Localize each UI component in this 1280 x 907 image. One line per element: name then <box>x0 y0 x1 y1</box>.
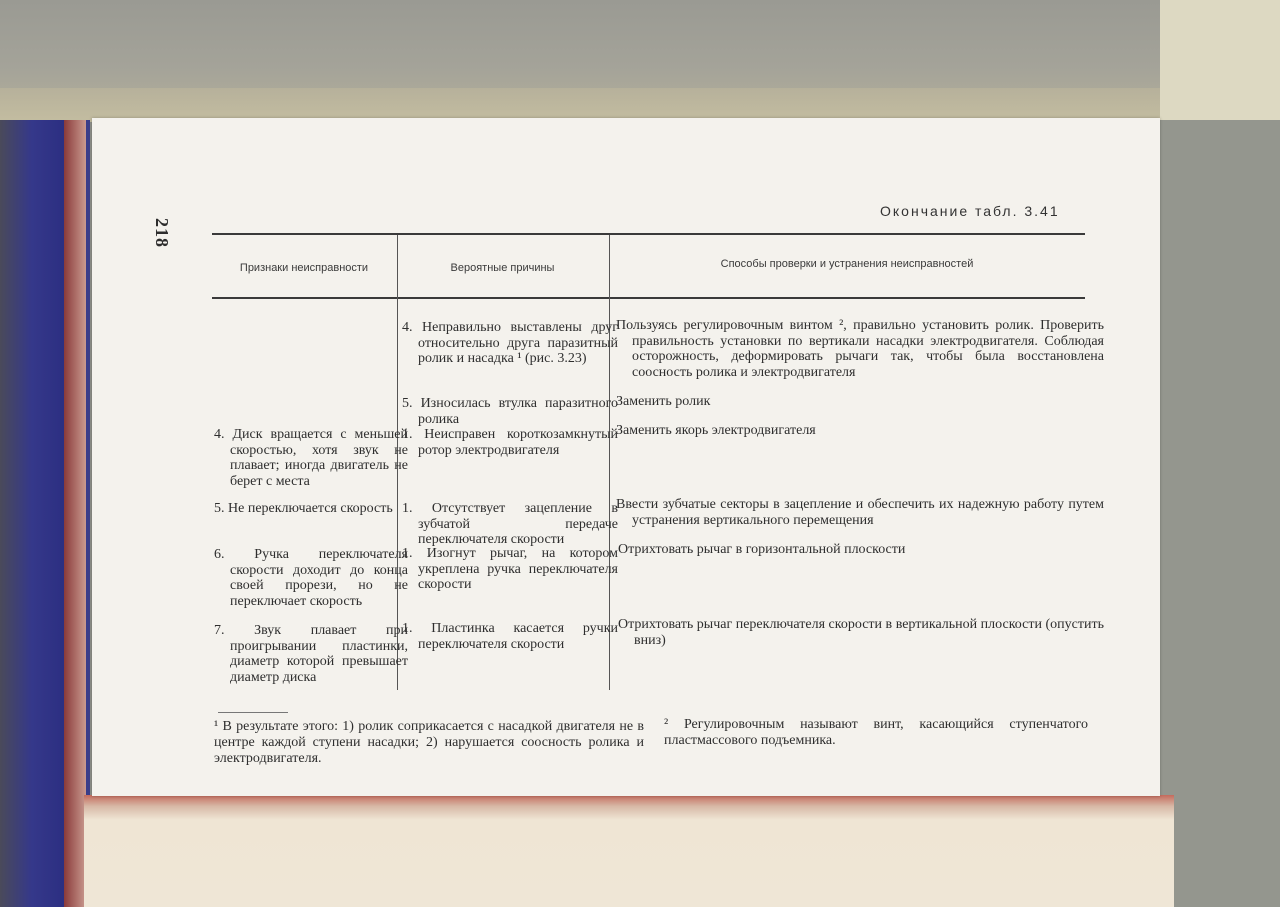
remedy-cell: Отрихтовать рычаг в горизонтальной плоскости <box>618 542 906 557</box>
tissue-paper <box>1160 0 1280 125</box>
facing-page-bottom <box>84 795 1174 907</box>
table-caption: Окончание табл. 3.41 <box>880 203 1060 219</box>
footnote-1: ¹ В результате этого: 1) ролик соприкасается с насадкой двигателя не в центре каждой ступени насадки; 2) нарушается соосность ролика и электродвигателя. <box>214 719 644 766</box>
symptom-cell: 6. Ручка переключателя скорости доходит до конца своей прорези, но не переключает скорость <box>214 547 408 609</box>
remedy-cell: Отрихтовать рычаг переключателя скорости в вертикальной плоскости (опустить вниз) <box>618 617 1104 648</box>
background-strip <box>0 88 1160 122</box>
footnote-rule <box>218 712 288 713</box>
remedy-cell: Пользуясь регулировочным винтом ², правильно установить ролик. Проверить правильность установки по вертикали насадки электродвигателя. Соблюдая осторожность, деформировать рычаги так, чтобы была восстановлена соосность ролика и электродвигателя <box>616 318 1104 380</box>
cause-cell: 5. Износилась втулка паразитного ролика <box>402 396 618 427</box>
symptom-cell: 7. Звук плавает при проигрывании пластинки, диаметр которой превышает диаметр диска <box>214 623 408 685</box>
remedy-cell: Заменить ролик <box>616 394 711 409</box>
background-right <box>1160 120 1280 907</box>
cause-cell: 1. Неисправен короткозамкнутый ротор электродвигателя <box>402 427 618 458</box>
cause-cell: 1. Пластинка касается ручки переключателя скорости <box>402 621 618 652</box>
header-symptoms: Признаки неисправности <box>239 262 369 274</box>
header-causes: Вероятные причины <box>450 262 555 274</box>
cause-cell: 1. Изогнут рычаг, на котором укреплена ручка переключателя скорости <box>402 546 618 592</box>
remedy-cell: Заменить якорь электродвигателя <box>616 423 816 438</box>
page-number: 218 <box>152 218 172 248</box>
header-remedies: Способы проверки и устранения неисправностей <box>720 258 974 270</box>
footnote-2: ² Регулировочным называют винт, касающийся ступенчатого пластмассового подъемника. <box>664 717 1088 748</box>
cause-cell: 1. Отсутствует зацепление в зубчатой передаче переключателя скорости <box>402 501 618 547</box>
symptom-cell: 4. Диск вращается с меньшей скоростью, хотя звук не плавает; иногда двигатель не берет с места <box>214 427 408 489</box>
book-spine-edge <box>64 120 86 907</box>
cause-cell: 4. Неправильно выставлены друг относительно друга паразитный ролик и насадка ¹ (рис. 3.23) <box>402 320 618 366</box>
table-top-rule <box>212 233 1085 235</box>
remedy-cell: Ввести зубчатые секторы в зацепление и обеспечить их надежную работу путем устранения вертикального перемещения <box>616 497 1104 528</box>
table-header-rule <box>212 297 1085 299</box>
symptom-cell: 5. Не переключается скорость <box>214 501 393 516</box>
